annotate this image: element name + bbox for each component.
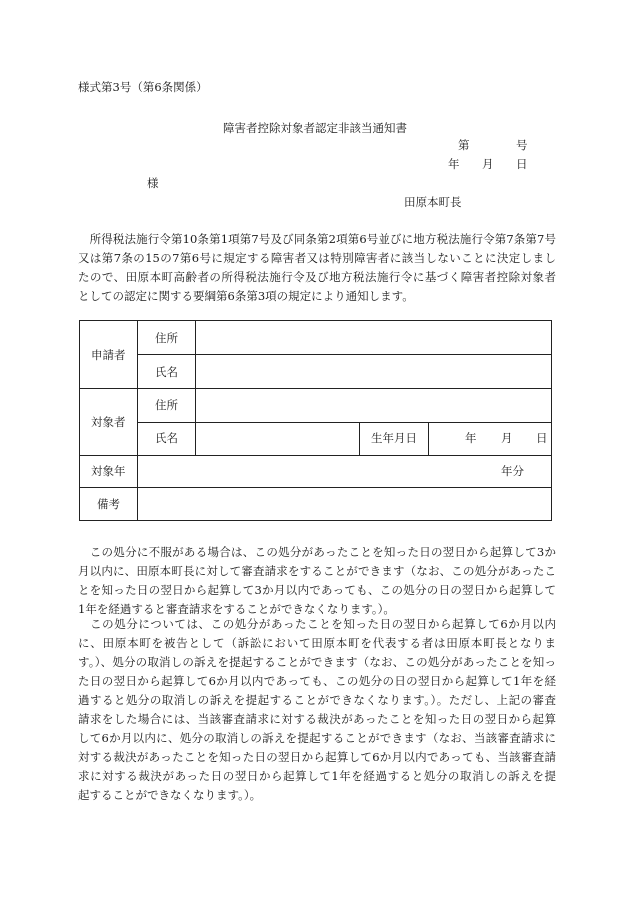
paragraph-line: に、田原本町を被告として（訴訟において田原本町を代表する者は田原本町長となりま	[78, 636, 556, 650]
lawsuit-notice-paragraph	[78, 615, 556, 805]
birthdate-year: 年	[465, 431, 477, 445]
paragraph-line: 所得税法施行令第10条第1項第7号及び同条第2項第6号並びに地方税法施行令第7条第7号	[78, 232, 556, 246]
birthdate-month: 月	[501, 431, 513, 445]
paragraph-line: 求に対する裁決があった日の翌日から起算して1年を経過すると処分の取消しの訴えを提	[78, 769, 556, 783]
paragraph-line: とを知った日の翌日から起算して3か月以内であっても、この処分の日の翌日から起算して	[78, 583, 556, 597]
paragraph-line: 月以内に、田原本町長に対して審査請求をすることができます（なお、この処分があったこ	[78, 564, 556, 578]
certification-table	[79, 320, 552, 521]
applicant-address-label: 住所	[155, 331, 178, 345]
form-number: 様式第3号（第6条関係）	[78, 80, 208, 94]
remarks-label: 備考	[97, 497, 120, 511]
subject-name-label: 氏名	[155, 431, 178, 445]
birthdate-label: 生年月日	[371, 431, 417, 445]
paragraph-line: この処分に不服がある場合は、この処分があったことを知った日の翌日から起算して3か	[78, 545, 556, 559]
subject-label: 対象者	[91, 415, 126, 429]
birthdate-day: 日	[536, 431, 548, 445]
subject-address-label: 住所	[155, 398, 178, 412]
paragraph-line: す。）、処分の取消しの訴えを提起することができます（なお、この処分があったことを知っ	[78, 655, 556, 669]
issue-date-year: 年	[448, 157, 460, 171]
paragraph-line: 又は第7条の15の7第6号に規定する障害者又は特別障害者に該当しないことに決定しまし	[78, 251, 556, 265]
paragraph-line: この処分については、この処分があったことを知った日の翌日から起算して6か月以内	[78, 617, 556, 631]
paragraph-line: 対する裁決があったことを知った日の翌日から起算して6か月以内であっても、当該審査請	[78, 750, 556, 764]
document-number-suffix: 号	[516, 138, 528, 152]
paragraph-line: 過すると処分の取消しの訴えを提起することができなくなります。）。ただし、上記の審査	[78, 693, 556, 707]
document-number-label: 第	[458, 138, 470, 152]
review-notice-paragraph	[78, 543, 556, 619]
paragraph-line: 起することができなくなります。）。	[78, 788, 262, 802]
addressee-suffix: 様	[147, 176, 159, 190]
applicant-name-label: 氏名	[155, 365, 178, 379]
target-year-suffix: 年分	[501, 464, 524, 478]
issue-date-month: 月	[482, 157, 494, 171]
applicant-label: 申請者	[91, 348, 126, 362]
paragraph-line: 1年を経過すると審査請求をすることができなくなります。）。	[78, 602, 395, 616]
paragraph-line: たので、田原本町高齢者の所得税法施行令及び地方税法施行令に基づく障害者控除対象者	[78, 270, 556, 284]
paragraph-line: た日の翌日から起算して6か月以内であっても、この処分の日の翌日から起算して1年を経	[78, 674, 556, 688]
document-title: 障害者控除対象者認定非該当通知書	[223, 121, 407, 135]
issue-date-day: 日	[516, 157, 528, 171]
issuer-name: 田原本町長	[404, 195, 462, 209]
paragraph-line: して6か月以内に、処分の取消しの訴えを提起することができます（なお、当該審査請求に	[78, 731, 556, 745]
intro-paragraph	[78, 230, 556, 306]
paragraph-line: 請求をした場合には、当該審査請求に対する裁決があったことを知った日の翌日から起算	[78, 712, 556, 726]
target-year-label: 対象年	[91, 464, 126, 478]
paragraph-line: としての認定に関する要綱第6条第3項の規定により通知します。	[78, 289, 414, 303]
